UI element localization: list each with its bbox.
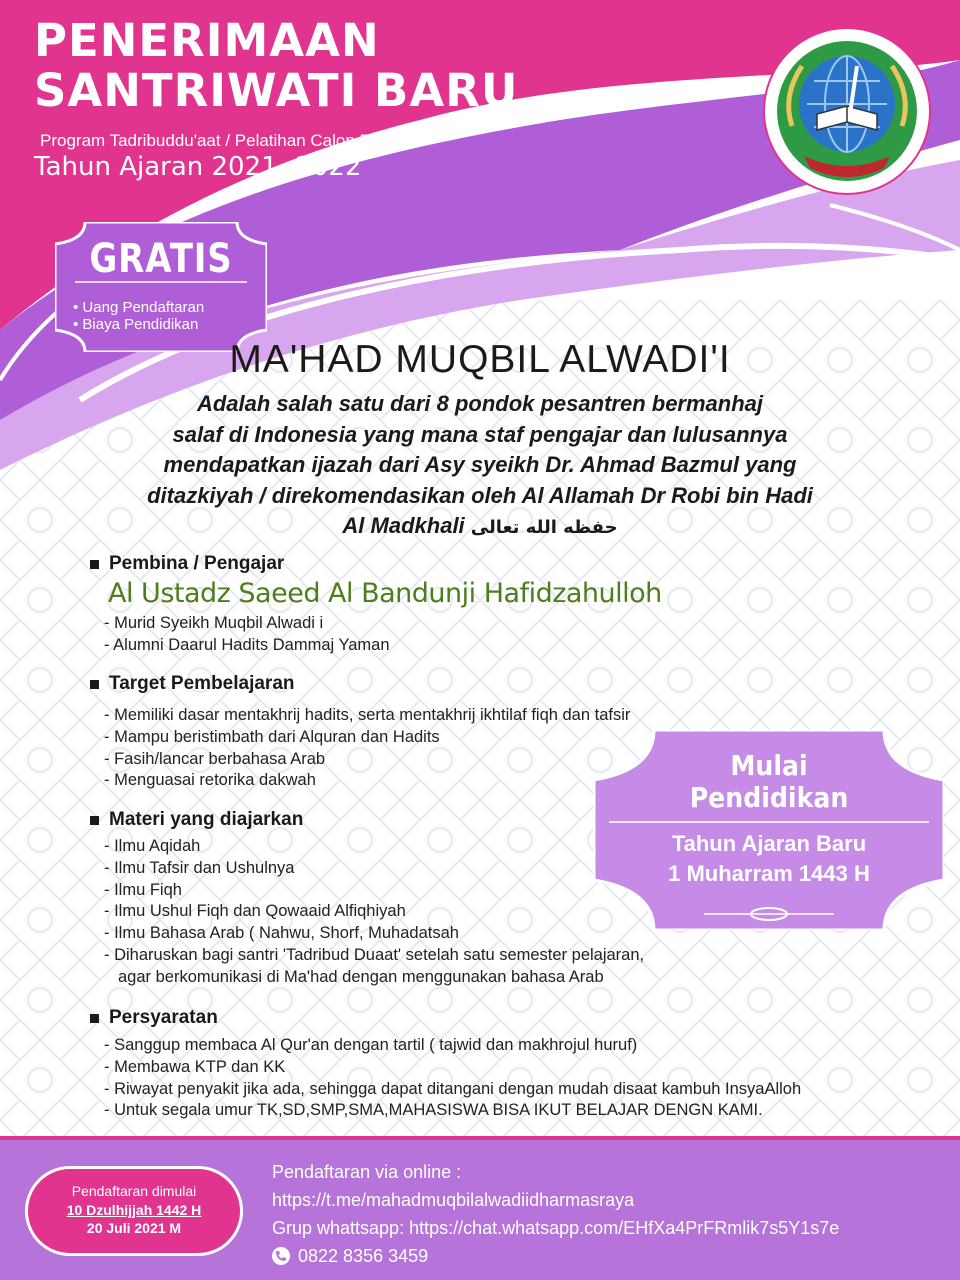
description-line: Al Madkhali حفظه الله تعالى: [342, 513, 618, 538]
square-bullet-icon: [90, 816, 99, 825]
telegram-link[interactable]: https://t.me/mahadmuqbilalwadiidharmasraya: [272, 1190, 635, 1210]
list-item: - Ilmu Fiqh: [104, 880, 644, 902]
list-item: - Ilmu Ushul Fiqh dan Qowaaid Alfiqhiyah: [104, 901, 644, 923]
list-item: - Fasih/lancar berbahasa Arab: [104, 749, 630, 771]
list-item: - Ilmu Tafsir dan Ushulnya: [104, 858, 644, 880]
registration-label: Pendaftaran dimulai: [71, 1183, 197, 1199]
list-item: - Riwayat penyakit jika ada, sehingga dapat ditangani dengan mudah disaat kambuh InsyaAlloh: [104, 1079, 801, 1101]
page-title: [34, 16, 518, 116]
list-item: - Alumni Daarul Hadits Dammaj Yaman: [104, 635, 662, 657]
section-heading: Pembina / Pengajar: [109, 553, 285, 574]
list-item: - Menguasai retorika dakwah: [104, 770, 630, 792]
phone-number: 0822 8356 3459: [298, 1246, 429, 1266]
list-item: - Membawa KTP dan KK: [104, 1057, 801, 1079]
start-education-badge: [594, 730, 944, 930]
registration-hijri-date: 10 Dzulhijjah 1442 H: [66, 1202, 202, 1218]
square-bullet-icon: [90, 680, 99, 689]
teacher-name: Al Ustadz Saeed Al Bandunji Hafidzahulloh: [108, 578, 662, 609]
section-heading: Materi yang diajarkan: [109, 809, 304, 830]
start-title: Mulai Pendidikan: [689, 749, 849, 814]
description-line: mendapatkan ijazah dari Asy syeikh Dr. Ahmad Bazmul yang: [163, 452, 797, 477]
academic-year: Tahun Ajaran 2021- 2022: [34, 152, 362, 182]
school-description: [130, 389, 830, 544]
square-bullet-icon: [90, 1014, 99, 1023]
description-line: ditazkiyah / direkomendasikan oleh Al Allamah Dr Robi bin Hadi: [147, 482, 813, 508]
list-item: - Ilmu Bahasa Arab ( Nahwu, Shorf, Muhadatsah: [104, 923, 644, 945]
list-item: - Sanggup membaca Al Qur'an dengan tartil ( tajwid dan makhrojul huruf): [104, 1035, 801, 1057]
list-item: - Memiliki dasar mentakhrij hadits, serta mentakhrij ikhtilaf fiqh dan tafsir: [104, 705, 630, 727]
title-line-1: PENERIMAAN: [34, 14, 380, 67]
square-bullet-icon: [90, 560, 99, 569]
section-target: [90, 673, 630, 792]
list-item: - Ilmu Aqidah: [104, 836, 644, 858]
online-registration: [272, 1158, 839, 1270]
free-item: • Uang Pendaftaran: [73, 299, 205, 316]
whatsapp-link[interactable]: Grup whattsapp: https://chat.whatsapp.com/EHfXa4PrFRmlik7s5Y1s7e: [272, 1218, 840, 1238]
section-materi: [90, 809, 644, 989]
registration-gregorian-date: 20 Juli 2021 M: [86, 1220, 182, 1236]
online-label: Pendaftaran via online :: [272, 1162, 462, 1182]
registration-badge: [25, 1166, 243, 1256]
free-items: [73, 299, 204, 333]
school-name: MA'HAD MUQBIL ALWADI'I: [229, 338, 731, 381]
title-line-2: SANTRIWATI BARU: [34, 64, 519, 117]
description-line: salaf di Indonesia yang mana staf pengajar dan lulusannya: [172, 421, 788, 447]
description-line: Adalah salah satu dari 8 pondok pesantren bermanhaj: [196, 391, 764, 416]
list-item: - Diharuskan bagi santri 'Tadribud Duaat' setelah satu semester pelajaran,: [104, 945, 644, 967]
list-item-continuation: agar berkomunikasi di Ma'had dengan menggunakan bahasa Arab: [118, 967, 604, 986]
free-badge-title: GRATIS: [89, 236, 233, 282]
book-globe-quill-emblem-icon: [762, 26, 932, 196]
list-item: - Mampu beristimbath dari Alquran dan Hadits: [104, 727, 630, 749]
section-pembina: [90, 553, 662, 657]
free-item: • Biaya Pendidikan: [73, 316, 199, 333]
start-date: Tahun Ajaran Baru 1 Muharram 1443 H: [668, 831, 870, 886]
list-item: - Untuk segala umur TK,SD,SMP,SMA,MAHASISWA BISA IKUT BELAJAR DENGN KAMI.: [104, 1100, 801, 1122]
section-persyaratan: [90, 1007, 801, 1122]
section-heading: Persyaratan: [109, 1007, 218, 1028]
program-subtitle: Program Tadribuddu'aat / Pelatihan Calon Da'i: [40, 131, 389, 150]
phone-contact[interactable]: [272, 1242, 839, 1270]
list-item: - Murid Syeikh Muqbil Alwadi i: [104, 613, 662, 635]
phone-icon: [272, 1247, 290, 1265]
arabic-honorific: حفظه الله تعالى: [470, 517, 618, 538]
section-heading: Target Pembelajaran: [109, 673, 295, 694]
free-badge: [55, 222, 267, 352]
